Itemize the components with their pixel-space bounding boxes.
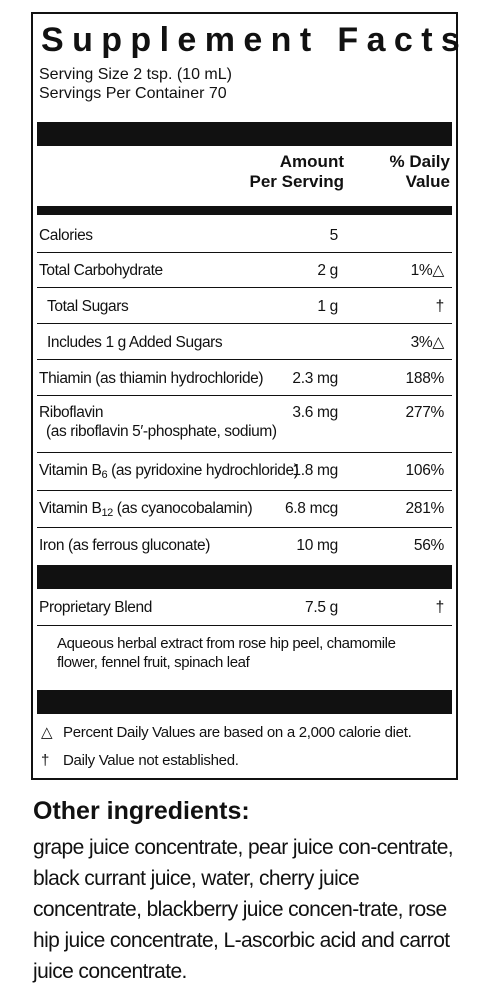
other-ingredients-text: grape juice concentrate, pear juice con-centrate, black currant juice, water, cherry juice concentrate, blackberry juice concen-trate, rose hip juice concentrate, L-ascorbic acid and carrot juice concentrate.: [33, 836, 454, 983]
footnote-not-established: † Daily Value not established.: [41, 752, 239, 769]
other-ingredients-heading: Other ingredients:: [33, 797, 250, 825]
thick-divider: [37, 690, 452, 714]
row-divider: [37, 323, 452, 324]
servings-per-container: Servings Per Container 70: [39, 85, 227, 102]
row-divider: [37, 287, 452, 288]
header-amount: Amount Per Serving: [249, 152, 344, 191]
row-divider: [37, 252, 452, 253]
footnote-daily-values: △ Percent Daily Values are based on a 2,000 calorie diet.: [41, 724, 412, 741]
header-divider: [37, 206, 452, 215]
row-divider: [37, 527, 452, 528]
thick-divider: [37, 122, 452, 146]
row-divider: [37, 625, 452, 626]
serving-size: Serving Size 2 tsp. (10 mL): [39, 66, 232, 83]
supplement-facts-panel: Supplement Facts Serving Size 2 tsp. (10 mL) Servings Per Container 70 Amount Per Serving % Daily Value Calories 5 Total Carbohydrate 2 g 1%△ Total Sugars 1 g † Includes 1 g Added Sugars 3%△ Thiamin (as thiamin hydrochloride) 2.3 mg 188% Riboflavin (as riboflavin 5′-phosphate, sodium) 3.6 mg 277% Vitamin $B_6$ (as pyridoxine hydrochloride) 1.8 mg 106% Vitamin $B_{12}$ (as cyanocobalamin) 6.8 mcg 281% Iron (as ferrous gluconate) 10 mg 56% Proprietary Blend 7.5 g † Aqueous herbal extract from rose hip peel, chamomile flower, fennel fruit, spinach leaf △ Percent Daily Values are based on a 2,000 calorie diet. † Daily Value not established.: [31, 12, 458, 780]
row-divider: [37, 359, 452, 360]
row-divider: [37, 490, 452, 491]
header-daily-value: % Daily Value: [389, 152, 450, 191]
row-divider: [37, 452, 452, 453]
blend-description: Aqueous herbal extract from rose hip peel, chamomile flower, fennel fruit, spinach leaf: [57, 635, 396, 671]
row-divider: [37, 395, 452, 396]
panel-title: Supplement Facts: [41, 21, 469, 59]
thick-divider: [37, 565, 452, 589]
